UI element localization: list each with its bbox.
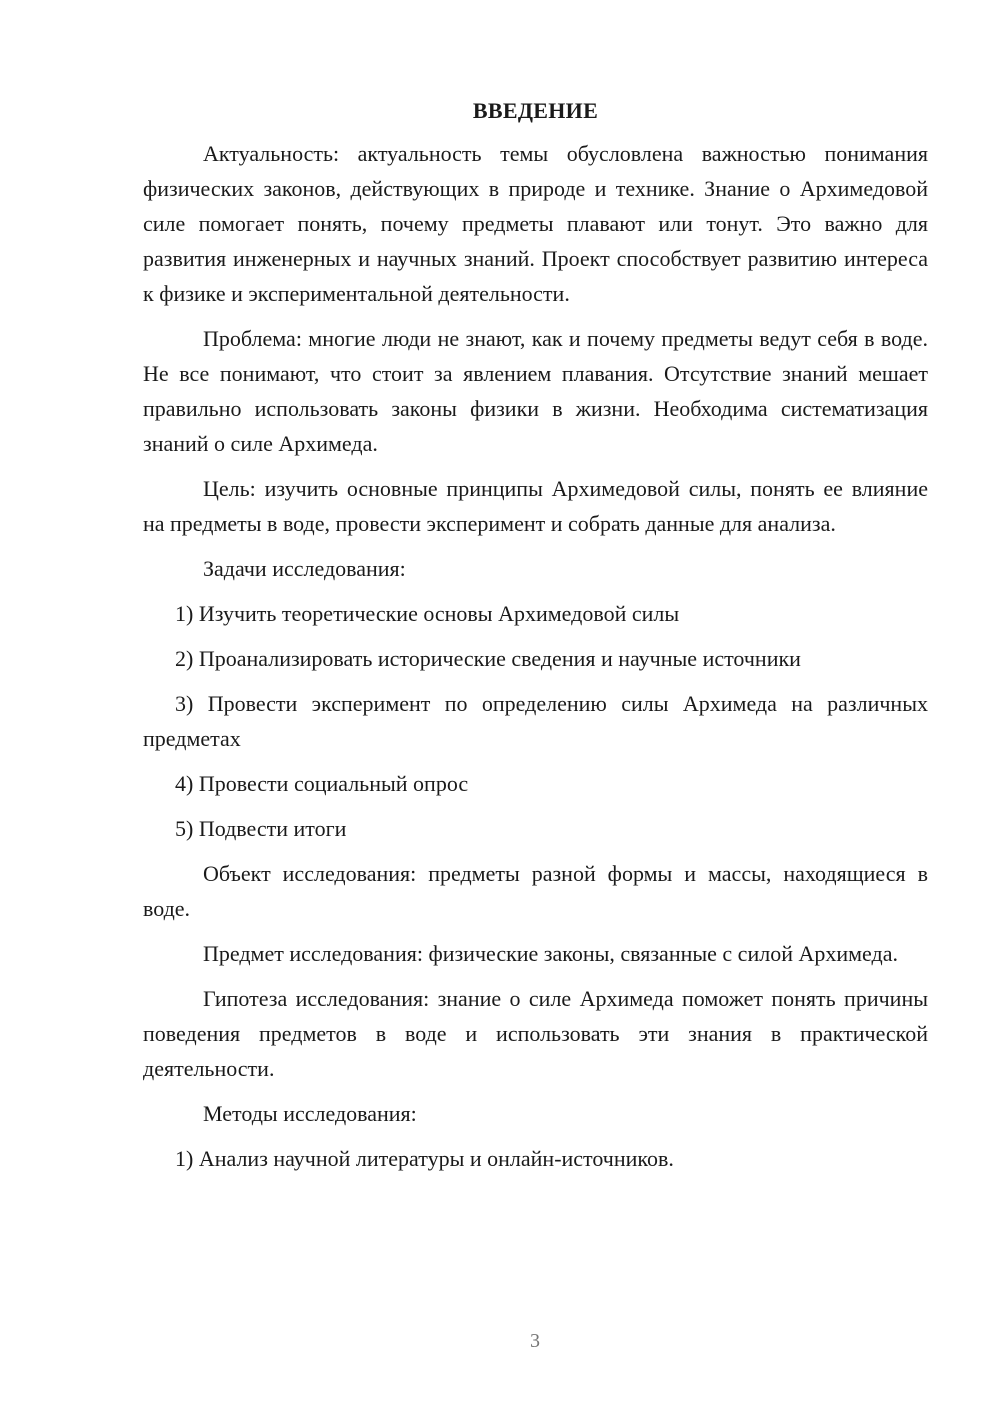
task-item-5: 5) Подвести итоги	[175, 816, 347, 841]
subject-paragraph: Предмет исследования: физические законы, связанные с силой Архимеда.	[203, 941, 898, 966]
hypothesis-paragraph: Гипотеза исследования: знание о силе Архимеда поможет понять причины поведения предметов в воде и использовать эти знания в практической деятельности.	[143, 986, 928, 1081]
task-item-1: 1) Изучить теоретические основы Архимедовой силы	[175, 601, 680, 626]
document-page	[143, 96, 928, 1186]
page-number: 3	[530, 1330, 540, 1352]
tasks-heading: Задачи исследования:	[203, 556, 406, 581]
task-item-3: 3) Провести эксперимент по определению силы Архимеда на различных предметах	[143, 691, 928, 751]
method-item-1: 1) Анализ научной литературы и онлайн-источников.	[175, 1146, 674, 1171]
object-paragraph: Объект исследования: предметы разной формы и массы, находящиеся в воде.	[143, 861, 928, 921]
section-title: ВВЕДЕНИЕ	[472, 98, 599, 123]
methods-heading: Методы исследования:	[203, 1101, 417, 1126]
task-item-4: 4) Провести социальный опрос	[175, 771, 469, 796]
task-item-2: 2) Проанализировать исторические сведения и научные источники	[175, 646, 801, 671]
problem-paragraph: Проблема: многие люди не знают, как и почему предметы ведут себя в воде. Не все понимают, что стоит за явлением плавания. Отсутствие знаний мешает правильно использовать законы физики в жизни. Необходима систематизация знаний о силе Архимеда.	[143, 326, 928, 456]
goal-paragraph: Цель: изучить основные принципы Архимедовой силы, понять ее влияние на предметы в воде, провести эксперимент и собрать данные для анализа.	[143, 476, 928, 536]
relevance-paragraph: Актуальность: актуальность темы обусловлена важностью понимания физических законов, действующих в природе и технике. Знание о Архимедовой силе помогает понять, почему предметы плавают или тонут. Это важно для развития инженерных и научных знаний. Проект способствует развитию интереса к физике и экспериментальной деятельности.	[143, 141, 928, 306]
